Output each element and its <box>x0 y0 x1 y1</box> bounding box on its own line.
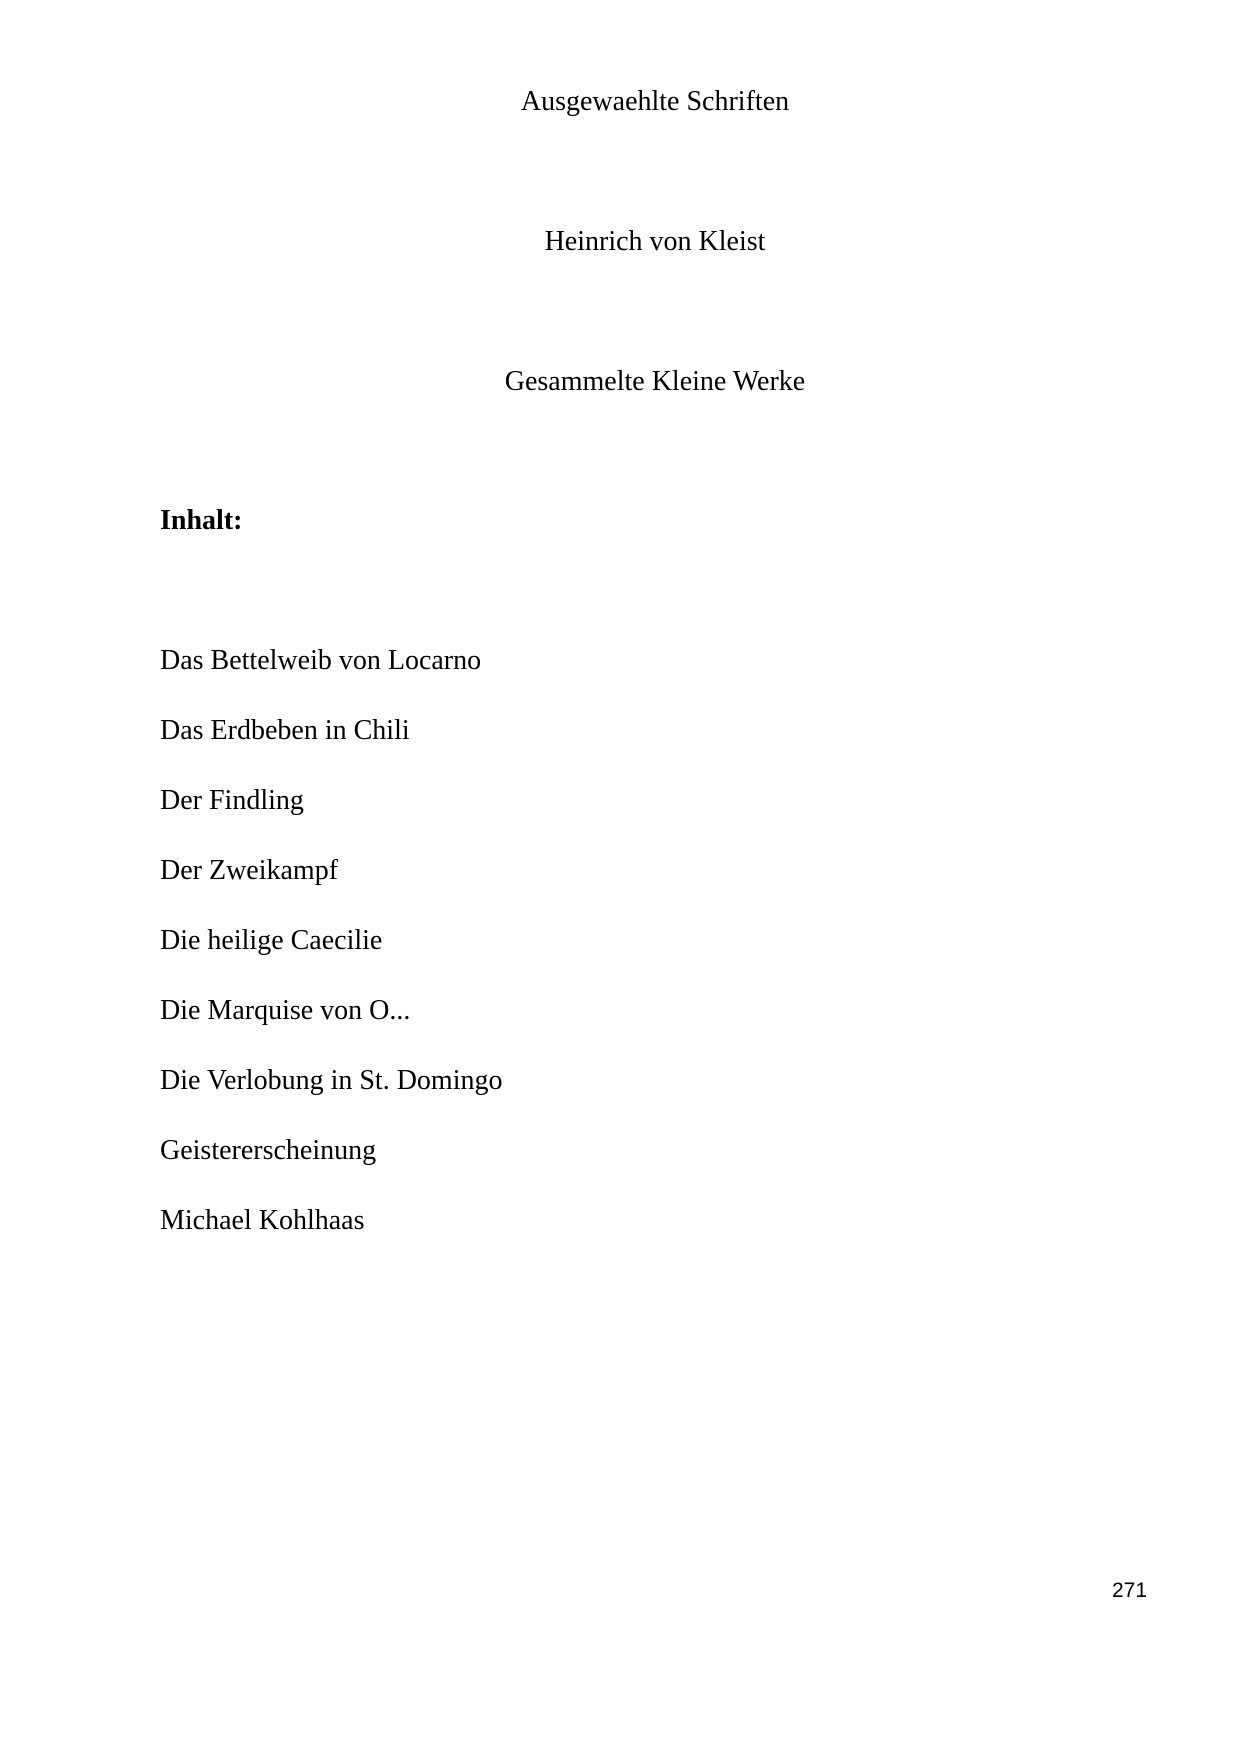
toc-item: Das Bettelweib von Locarno <box>160 645 482 676</box>
book-subtitle: Gesammelte Kleine Werke <box>504 366 806 397</box>
toc-item: Der Zweikampf <box>160 855 339 886</box>
page-number: 271 <box>1112 1579 1148 1602</box>
toc-item: Die Marquise von O... <box>160 995 411 1026</box>
toc-item: Der Findling <box>160 785 304 816</box>
toc-item: Die Verlobung in St. Domingo <box>160 1065 503 1096</box>
toc-item: Michael Kohlhaas <box>160 1205 365 1236</box>
toc-item: Die heilige Caecilie <box>160 925 383 956</box>
author-name: Heinrich von Kleist <box>544 226 766 257</box>
toc-item: Geistererscheinung <box>160 1135 377 1166</box>
book-title: Ausgewaehlte Schriften <box>520 86 790 117</box>
toc-list <box>160 643 502 1273</box>
toc-heading: Inhalt: <box>160 505 243 536</box>
toc-item: Das Erdbeben in Chili <box>160 715 410 746</box>
